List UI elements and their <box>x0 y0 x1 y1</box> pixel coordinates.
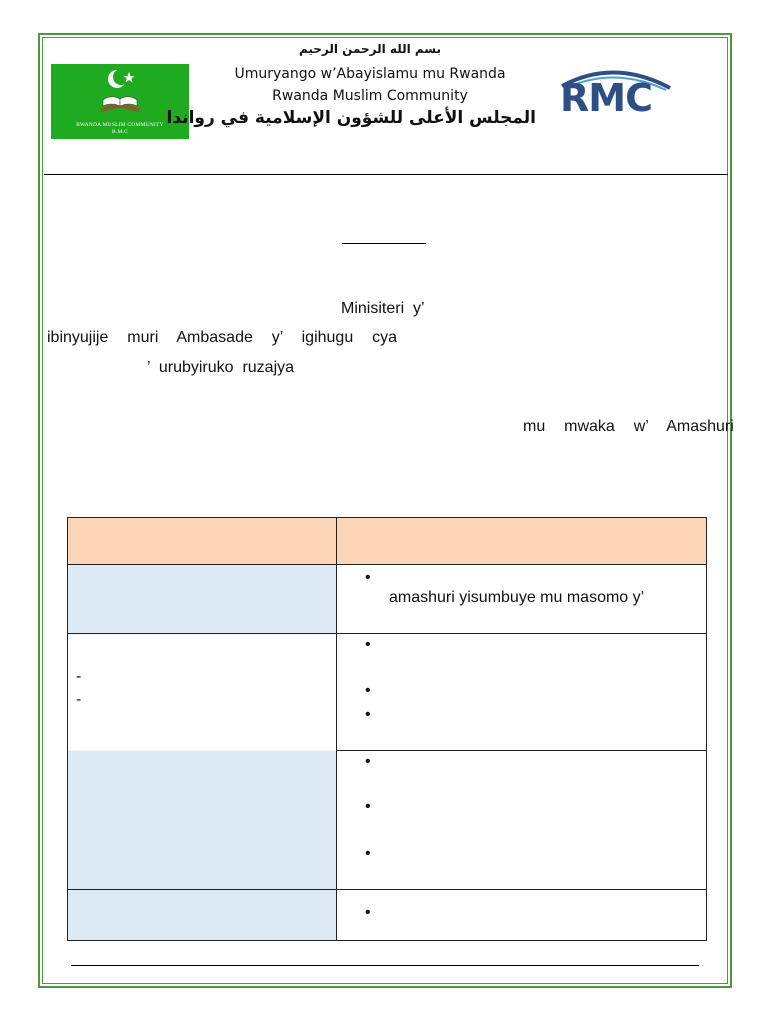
table-header-row <box>68 518 707 565</box>
title-underline <box>342 243 426 244</box>
table-cell-left <box>68 565 337 634</box>
table-header-cell-1 <box>68 518 337 565</box>
bullet-text: amashuri yisumbuye mu masomo y’ <box>389 589 645 606</box>
table-cell-left <box>68 634 337 890</box>
header-divider <box>44 174 728 175</box>
dash-marker: - <box>76 691 82 708</box>
bullet-marker: • <box>365 798 371 815</box>
logo-caption-line-2: R.M.C <box>112 129 128 135</box>
bullet-marker: • <box>365 845 371 862</box>
table-cell-right <box>337 634 707 751</box>
bullet-marker: • <box>365 636 371 653</box>
table-row <box>68 565 707 634</box>
org-name-english: Rwanda Muslim Community <box>272 88 468 104</box>
footer-divider <box>71 965 699 966</box>
table-row <box>68 890 707 941</box>
body-line-2: ibinyujije muri Ambasade y’ igihugu cya <box>47 329 397 346</box>
body-line-4: mu mwaka w’ Amashuri <box>523 418 734 435</box>
table-cell-right <box>337 751 707 890</box>
org-name-kinyarwanda: Umuryango w’Abayislamu mu Rwanda <box>234 66 506 82</box>
bullet-marker: • <box>365 706 371 723</box>
table-cell-right <box>337 565 707 634</box>
bullet-marker: • <box>365 569 371 586</box>
bullet-marker: • <box>365 904 371 921</box>
table-cell-right <box>337 890 707 941</box>
rmc-logo-text: RMC <box>560 76 652 120</box>
rmc-logo <box>556 64 674 124</box>
bullet-marker: • <box>365 753 371 770</box>
org-name-arabic: المجلس الأعلى للشؤون الإسلامية في رواندا <box>166 108 536 128</box>
table-row <box>68 634 707 751</box>
logo-caption-line-1: RWANDA MUSLIM COMMUNITY <box>76 122 164 128</box>
bullet-marker: • <box>365 682 371 699</box>
table-cell-left <box>68 890 337 941</box>
body-line-3: ’ urubyiruko ruzajya <box>147 359 295 376</box>
body-line-1: Minisiteri y’ <box>341 300 425 317</box>
dash-marker: - <box>76 668 82 685</box>
requirements-table <box>67 517 707 941</box>
bismillah-heading: بسم الله الرحمن الرحيم <box>298 42 442 56</box>
table-header-cell-2 <box>337 518 707 565</box>
